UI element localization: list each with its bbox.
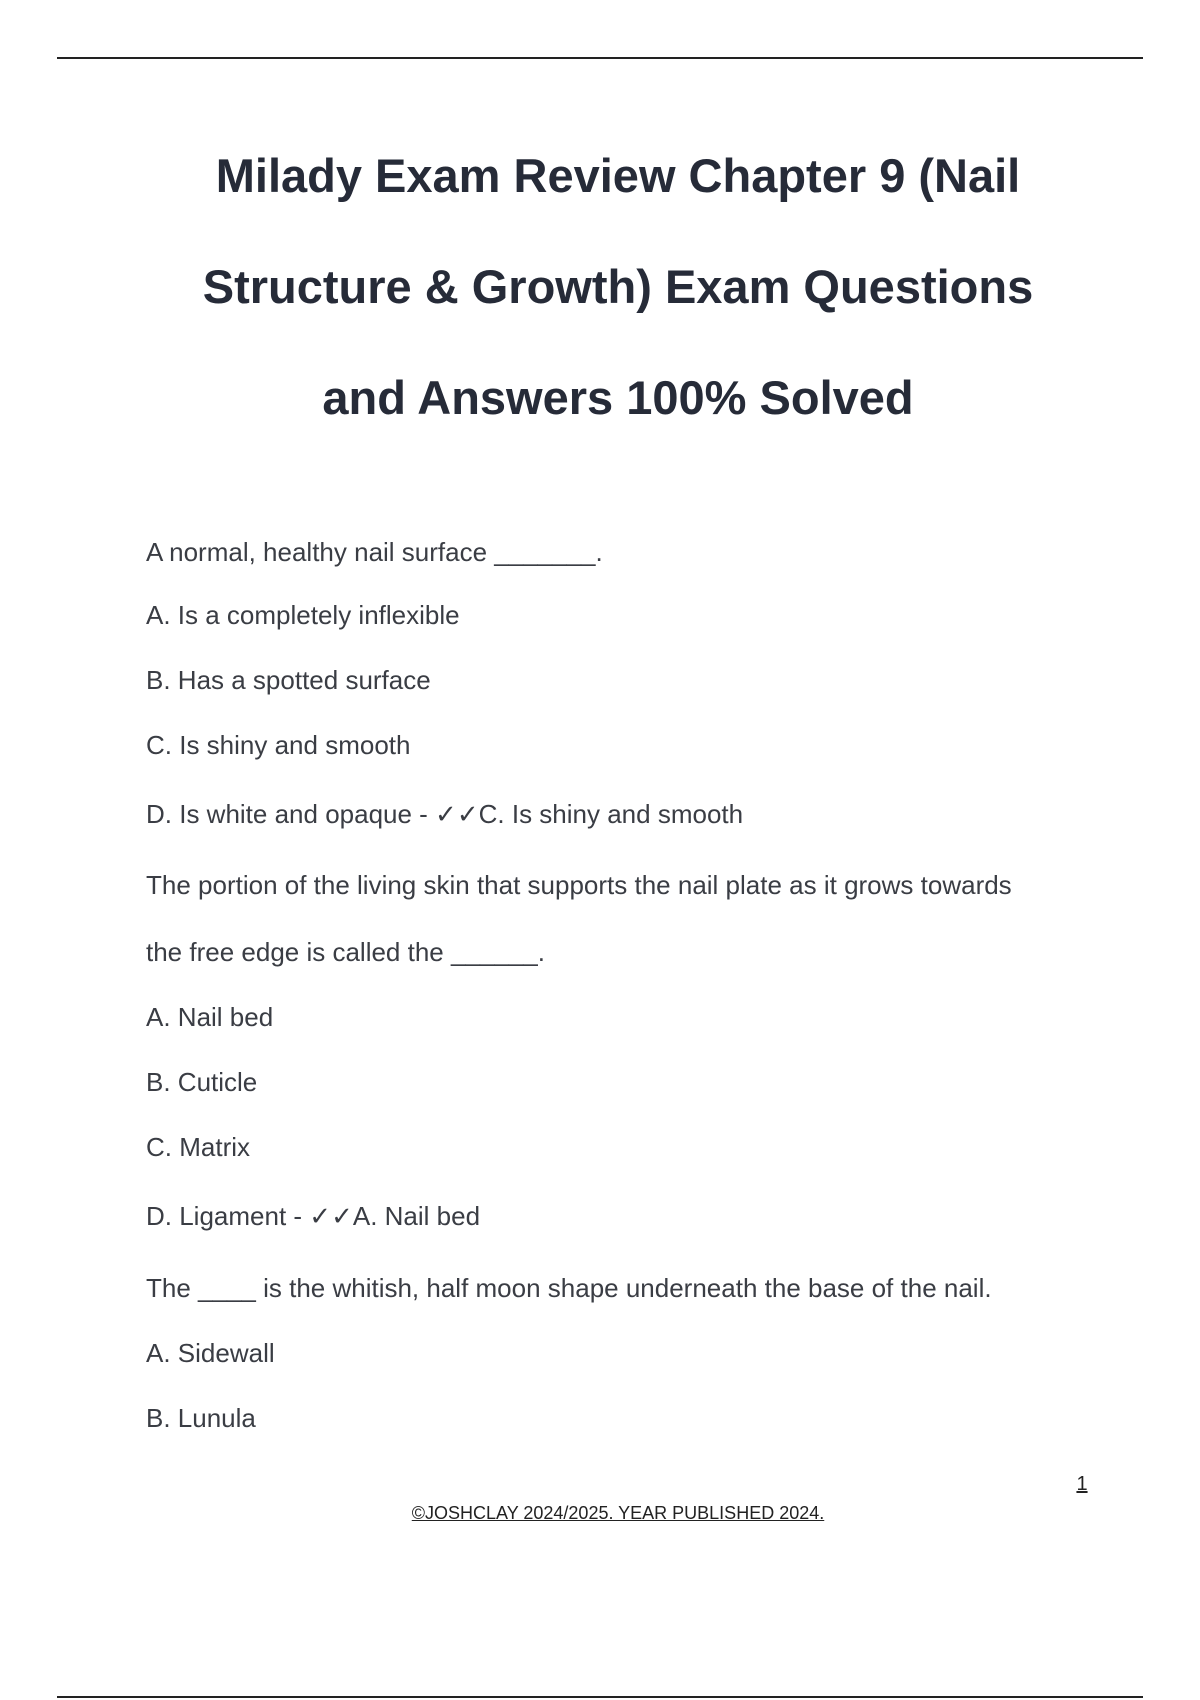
document-title — [120, 120, 1116, 453]
answer-option-with-key: D. Ligament - ✓✓A. Nail bed — [146, 1201, 481, 1231]
page-number: 1 — [1076, 1473, 1088, 1495]
answer-option: A. Nail bed — [146, 1002, 274, 1032]
bottom-rule — [57, 1696, 1143, 1698]
question-list — [146, 535, 1106, 1435]
answer-option: C. Is shiny and smooth — [146, 730, 411, 760]
title-line: Structure & Growth) Exam Questions — [202, 260, 1034, 313]
answer-option-with-key: D. Is white and opaque - ✓✓C. Is shiny and smooth — [146, 799, 744, 829]
question-text: The ____ is the whitish, half moon shape underneath the base of the nail. — [146, 1273, 992, 1303]
title-line: and Answers 100% Solved — [322, 371, 914, 424]
footer-copyright: ©JOSHCLAY 2024/2025. YEAR PUBLISHED 2024. — [411, 1503, 825, 1523]
answer-option: A. Sidewall — [146, 1338, 275, 1368]
answer-option: A. Is a completely inflexible — [146, 600, 460, 630]
answer-option: B. Cuticle — [146, 1067, 258, 1097]
top-rule — [57, 57, 1143, 59]
answer-option: B. Lunula — [146, 1403, 256, 1433]
answer-option: B. Has a spotted surface — [146, 665, 431, 695]
title-line: Milady Exam Review Chapter 9 (Nail — [215, 149, 1021, 202]
question-text: A normal, healthy nail surface _______. — [146, 537, 603, 567]
question-text: The portion of the living skin that supports the nail plate as it grows towards — [146, 870, 1012, 900]
question-text: the free edge is called the ______. — [146, 937, 545, 967]
answer-option: C. Matrix — [146, 1132, 250, 1162]
